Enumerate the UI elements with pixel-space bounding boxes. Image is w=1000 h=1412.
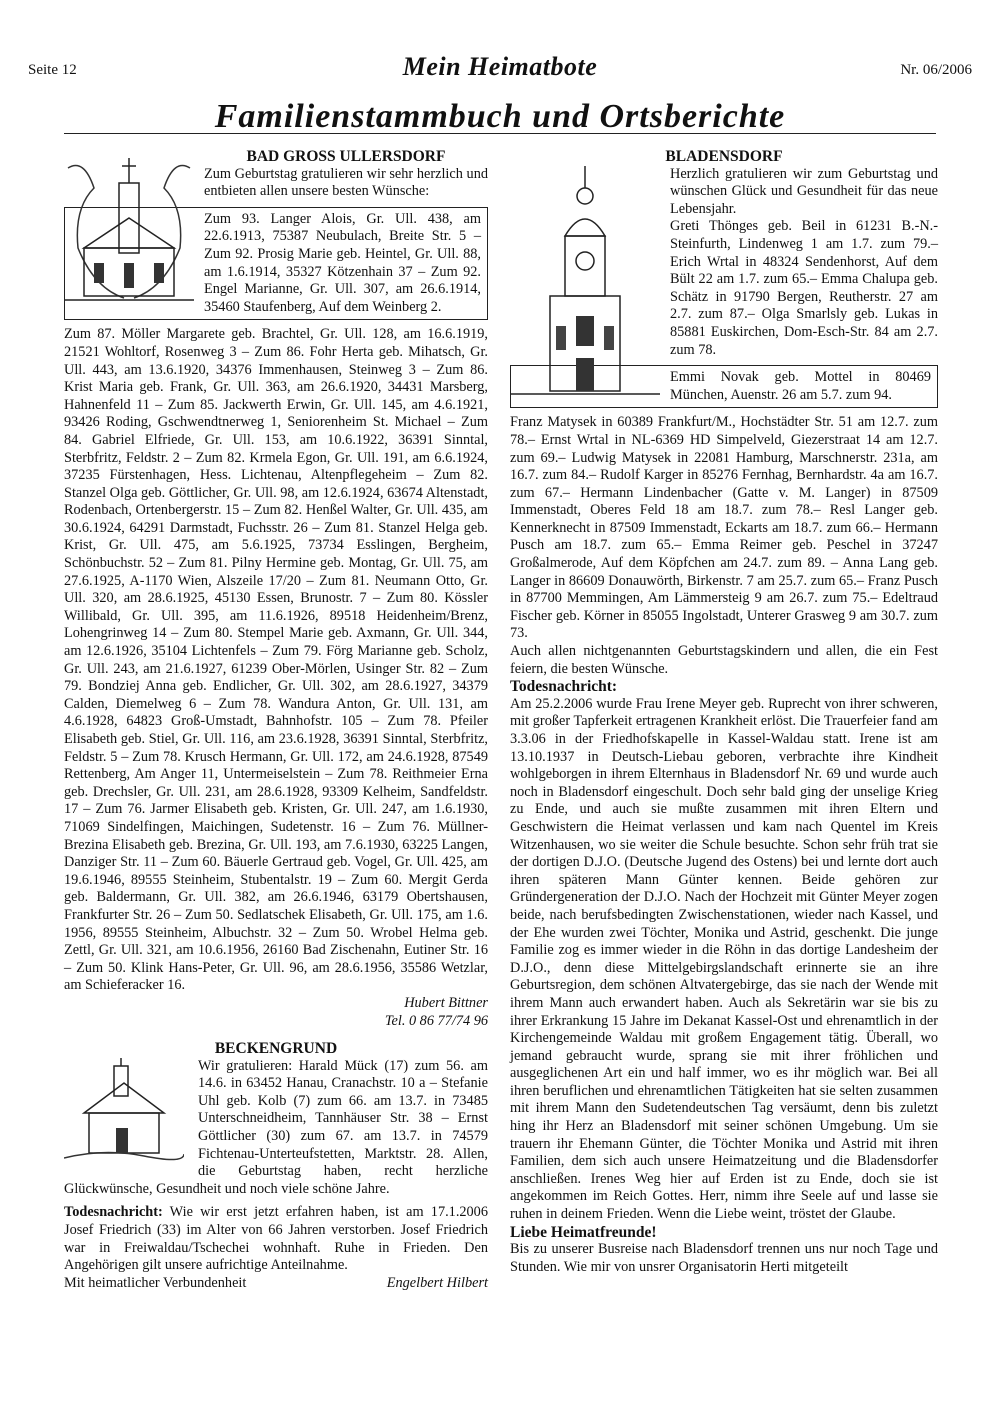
bladensdorf-friends-label: Liebe Heimatfreunde!	[510, 1223, 657, 1241]
bladensdorf-death-notice: Am 25.2.2006 wurde Frau Irene Meyer geb. Ruprecht von ihrer schweren, mit großer Tapferkeit ertragenen Krankheit erlöst. Die Trauerfeier fand am 3.3.06 in der Friedhofskapelle in Kassel-Waldau statt. Irene ist am 13.10.1937 in Deutsch-Liebau geboren, verbrachte ihre Kindheit wohlgeborgen in ihrem Elternhaus in Bladensdorf Nr. 69 und wurde auch noch in Bladensdorf eingeschult. Doch sehr bald ging der unselige Krieg zu Ende, und auch sie mußte zusammen mit ihren Eltern und Geschwistern die Heimat verlassen und kam nach Quentel im Kreis Witzenhausen, wo sie weiter die Schule besuchte. Schon sehr früh trat sie der dortigen D.J.O. (Deutsche Jugend des Ostens) bei und lernte dort auch ihren späteren Mann Günter kennen. Beide gehören zur Gründergeneration der D.J.O. Nach der Hochzeit mit Günter Meyer zogen beide, nach berufsbedingten Zwischenstationen, wieder nach Kassel, und der Ehe wurden zwei Töchter, Monika und Astrid, geschenkt. Die junge Familie zog es immer wieder in die Röhn in das dortige Landesheim der D.J.O., denn diese Mittelgebirgslandschaft erinnerte sie an ihre Geburtsregion, dem schönen Altvatergebirge, das sie nach der Wende mit ihrem Mann auch erwandert haben. Auch als Sekretärin war sie bis zu ihrer Erkrankung 15 Jahre im Dekanat Kassel-Ost und ehrenamtlich in der Kirchengemeinde Waldau mit großem Engagement tätig. Überall, wo jemand gebraucht wurde, sprang sie mit ihrer fröhlichen und ausgeglichenen Art ein und half immer, wo es ihr möglich war. Bei all ihren beruflichen und ehrenamtlichen Tätigkeiten hat sie selten zusammen mit ihrem Mann den Sudetendeutschen Tag versäumt, denn bis zuletzt hing ihr Herz an Bladensdorf mit seiner schönen Umgebung. Um sie trauern ihr Ehemann Günter, die Töchter Monika und Astrid mit ihren Familien, dem sich auch unsere Heimatzeitung und die Bladensdorfer anschließen. Irenes Weg hier auf Erden ist zu Ende, doch sie ist angekommen im Reich Gottes. Herr, nimm ihre Seele auf und lasse sie ruhen in deinem Frieden. Wenn die Liebe weint, tröstet der Glaube.	[510, 695, 938, 1223]
ullersdorf-birthday-list: Zum 87. Möller Margarete geb. Brachtel, Gr. Ull. 128, am 16.6.1919, 21521 Wohltorf, Rosenweg 3 – Zum 86. Fohr Herta geb. Mihatsch, Gr. Ull. 443, am 13.6.1920, 34376 Immenhausen, Steinweg 3 – Zum 86. Krist Maria geb. Frank, Gr. Ull. 363, am 26.6.1920, 34431 Marsberg, Hahnenfeld 11 – Zum 85. Jackwerth Erwin, Gr. Ull. 145, am 4.6.1921, 93426 Roding, Gschwendtnerweg 1, Seniorenheim St. Michael – Zum 84. Gabriel Elfriede, Gr. Ull. 153, am 10.6.1922, 36391 Sinntal, Sterbfritz, Feldstr. 2 – Zum 82. Krmela Egon, Gr. Ull. 191, am 6.6.1924, 37235 Fürstenhagen, Hess. Lichtenau, Altenpflegeheim – Zum 82. Stanzel Olga geb. Göttlicher, Gr. Ull. 98, am 12.6.1924, 63674 Altenstadt, Rodenbach, Ortenbergerstr. 15 – Zum 82. Henßel Walter, Gr. Ull. 435, am 30.6.1924, 64291 Darmstadt, Fuchsstr. 26 – Zum 81. Stanzel Helga geb. Krist, Gr. Ull. 475, am 5.6.1925, 73734 Esslingen, Bergheim, Schönbuchstr. 52 – Zum 81. Pilny Hermine geb. Montag, Gr. Ull. 75, am 27.6.1925, A-1170 Wien, Alszeile 17/20 – Zum 81. Neumann Otto, Gr. Ull. 320, am 28.6.1925, 45130 Essen, Brunostr. 7 – Zum 80. Kössler Willibald, Gr. Ull. 395, am 11.6.1926, 89518 Heidenheim/Brenz, Lohengrinweg 14 – Zum 80. Stempel Marie geb. Axmann, Gr. Ull. 344, am 12.6.1926, 35104 Lichtenfels – Zum 79. Förg Marianne geb. Scholz, Gr. Ull. 243, am 21.6.1927, 61239 Ober-Mörlen, Usinger Str. 82 – Zum 79. Bondziej Anna geb. Endlicher, Gr. Ull. 302, am 28.6.1927, 34379 Calden, Diemelweg 6 – Zum 78. Wandura Anton, Gr. Ull. 131, am 4.6.1928, 64823 Groß-Umstadt, Bahnhofstr. 105 – Zum 78. Pfeiler Elisabeth geb. Stiel, Gr. Ull. 116, am 23.6.1928, 36391 Sinntal, Sterbfritz, Feldstr. 5 – Zum 78. Krusch Hermann, Gr. Ull. 172, am 24.6.1928, 87549 Rettenberg, Am Anger 11, Untermeiselstein – Zum 78. Reithmeier Erna geb. Drechsler, Gr. Ull. 231, am 28.6.1928, 93309 Kelheim, Sandfeldstr. 17 – Zum 76. Jarmer Elisabeth geb. Kristen, Gr. Ull. 247, am 1.6.1930, 71069 Sindelfingen, Maichingen, Sudetenstr. 16 – Zum 76. Müllner-Brezina Elisabeth geb. Brezina, Gr. Ull. 193, am 7.6.1930, 63225 Langen, Danziger Str. 11 – Zum 60. Bäuerle Gertraud geb. Vogel, Gr. Ull. 425, am 19.6.1946, 89555 Steinheim, Stubentalstr. 19 – Zum 60. Mergit Gerda geb. Baldermann, Gr. Ull. 382, am 26.6.1946, 63179 Obertshausen, Frankfurter Str. 26 – Zum 50. Sedlatschek Elisabeth, Gr. Ull. 175, am 1.6. 1956, 89555 Steinheim, Albuchstr. 32 – Zum 50. Wrobel Helma geb. Zettl, Gr. Ull. 321, am 10.6.1956, 26160 Bad Zischenahn, Eutiner Str. 16 – Zum 50. Klink Hans-Peter, Gr. Ull. 96, am 28.6.1956, 35586 Wetzlar, am Schieferacker 16.	[64, 326, 488, 994]
section-title-beckengrund: BECKENGRUND	[214, 1040, 338, 1058]
bladensdorf-friends-text: Bis zu unserer Busreise nach Bladensdorf trennen uns nur noch Tage und Stunden. Wie mir von unsrer Organisatorin Herti mitgeteilt	[510, 1241, 938, 1275]
ullersdorf-phone: Tel. 0 86 77/74 96	[384, 1012, 488, 1029]
masthead: Mein Heimatbote	[402, 52, 598, 81]
church-illustration-icon	[64, 148, 194, 318]
bladensdorf-highlight-box: Emmi Novak geb. Mottel in 80469 München, Auenstr. 26 am 5.7. zum 94.	[510, 365, 938, 408]
beckengrund-signature: Engelbert Hilbert	[386, 1274, 488, 1291]
bladensdorf-birthday-list-1: Greti Thönges geb. Beil in 61231 B.-N.-Steinfurth, Lindenweg 1 am 1.7. zum 79.– Erich Wrtal in 48324 Sendenhorst, Auf dem Bült 22 am 1.7. zum 65.– Emma Chalupa geb. Schätz in 91790 Bergen, Reutherstr. 27 am 2.7. zum 87.– Olga Smarlsly geb. Lukas in 85881 Euskirchen, Dom-Esch-Str. 84 am 2.7. zum 78.	[670, 218, 938, 358]
bladensdorf-birthday-list-2: Franz Matysek in 60389 Frankfurt/M., Hochstädter Str. 51 am 12.7. zum 78.– Ernst Wrtal in NL-6369 HD Simpelveld, Giezerstraat 14 am 12.7. zum 69.– Ludwig Matysek in 22081 Hamburg, Marschnerstr. 231a, am 16.7. zum 84.– Rudolf Karger in 85276 Fernhag, Bernhardstr. 4a am 16.7. zum 67.– Hermann Lindenbacher (Gatte v. M. Langer) in 87509 Immenstadt, Oberes Feld 18 am 18.7. zum 78.– Resl Langer geb. Kennerknecht in 87509 Immenstadt, Eckarts am 18.7. zum 66.– Hermann Pusch am 18.7. zum 65.– Emma Reimer geb. Peschel in 37247 Großalmerode, Auf dem Köpfchen am 24.7. zum 89. – Anna Lang geb. Langer in 86609 Donauwörth, Birkenstr. 7 am 25.7. zum 65.– Franz Pusch in 87700 Memmingen, Am Lämmersteig 9 am 26.7. zum 75.– Edeltraud Fischer geb. Körner in 85055 Ingolstadt, Unterer Grasweg 9 am 30.7. zum 73.	[510, 414, 938, 642]
beckengrund-closing: Mit heimatlicher Verbundenheit	[64, 1274, 247, 1291]
chapel-illustration-icon	[64, 1058, 184, 1168]
left-column	[64, 148, 488, 1292]
page-number: Seite 12	[28, 62, 77, 78]
beckengrund-death-label: Todesnachricht:	[64, 1204, 163, 1221]
page-title: Familienstammbuch und Ortsberichte	[214, 98, 786, 135]
issue-number: Nr. 06/2006	[900, 62, 972, 78]
bladensdorf-intro: Herzlich gratulieren wir zum Geburtstag und wünschen Glück und Gesundheit für das neue Lebensjahr.	[670, 165, 938, 217]
beckengrund-birthdays: Wir gratulieren: Harald Mück (17) zum 56. am 14.6. in 63452 Hanau, Cranachstr. 10 a – Stefanie Uhl geb. Kolb (7) zum 66. am 13.7. in 73485 Unterschneidheim, Tannhäuser Str. 38 – Ernst Göttlicher (30) zum 67. am 13.7. in 74579 Fichtenau-Unterteufstetten, Marktstr. 28. Allen, die Geburtstag haben, recht herzliche Glückwünsche, Gesundheit und noch viele schöne Jahre.	[64, 1057, 488, 1197]
section-title-bladensdorf: BLADENSDORF	[665, 148, 783, 165]
bladensdorf-death-label: Todesnachricht:	[510, 678, 618, 696]
title-rule	[64, 133, 936, 134]
section-title-bad-gross-ullersdorf: BAD GROSS ULLERSDORF	[246, 148, 446, 165]
ullersdorf-intro: Zum Geburtstag gratulieren wir sehr herzlich und entbieten allen unsere besten Wünsche:	[204, 165, 488, 200]
right-column	[510, 148, 938, 1276]
ullersdorf-signature: Hubert Bittner	[404, 994, 488, 1011]
page-header	[28, 52, 972, 88]
beckengrund-death-notice: Wie wir erst jetzt erfahren haben, ist am 17.1.2006 Josef Friedrich (33) im Alter von 66 Jahren verstorben. Josef Friedrich war in Freiwaldau/Tschechei wohnhaft. Ruhe in Frieden. Den Angehörigen gilt unsere aufrichtige Anteilnahme.	[64, 1204, 488, 1274]
ullersdorf-highlight-box: Zum 93. Langer Alois, Gr. Ull. 438, am 22.6.1913, 75387 Neubulach, Breite Str. 5 – Zum 92. Prosig Marie geb. Heintel, Gr. Ull. 88, am 1.6.1914, 35327 Kötzenhain 37 – Zum 92. Engel Marianne, Gr. Ull. 307, am 26.6.1914, 35460 Staufenberg, Auf dem Weinberg 2.	[64, 207, 488, 321]
bladensdorf-all-wishes: Auch allen nichtgenannten Geburtstagskindern und allen, die ein Fest feiern, die besten Wünsche.	[510, 643, 938, 677]
church-tower-illustration-icon	[510, 166, 660, 406]
